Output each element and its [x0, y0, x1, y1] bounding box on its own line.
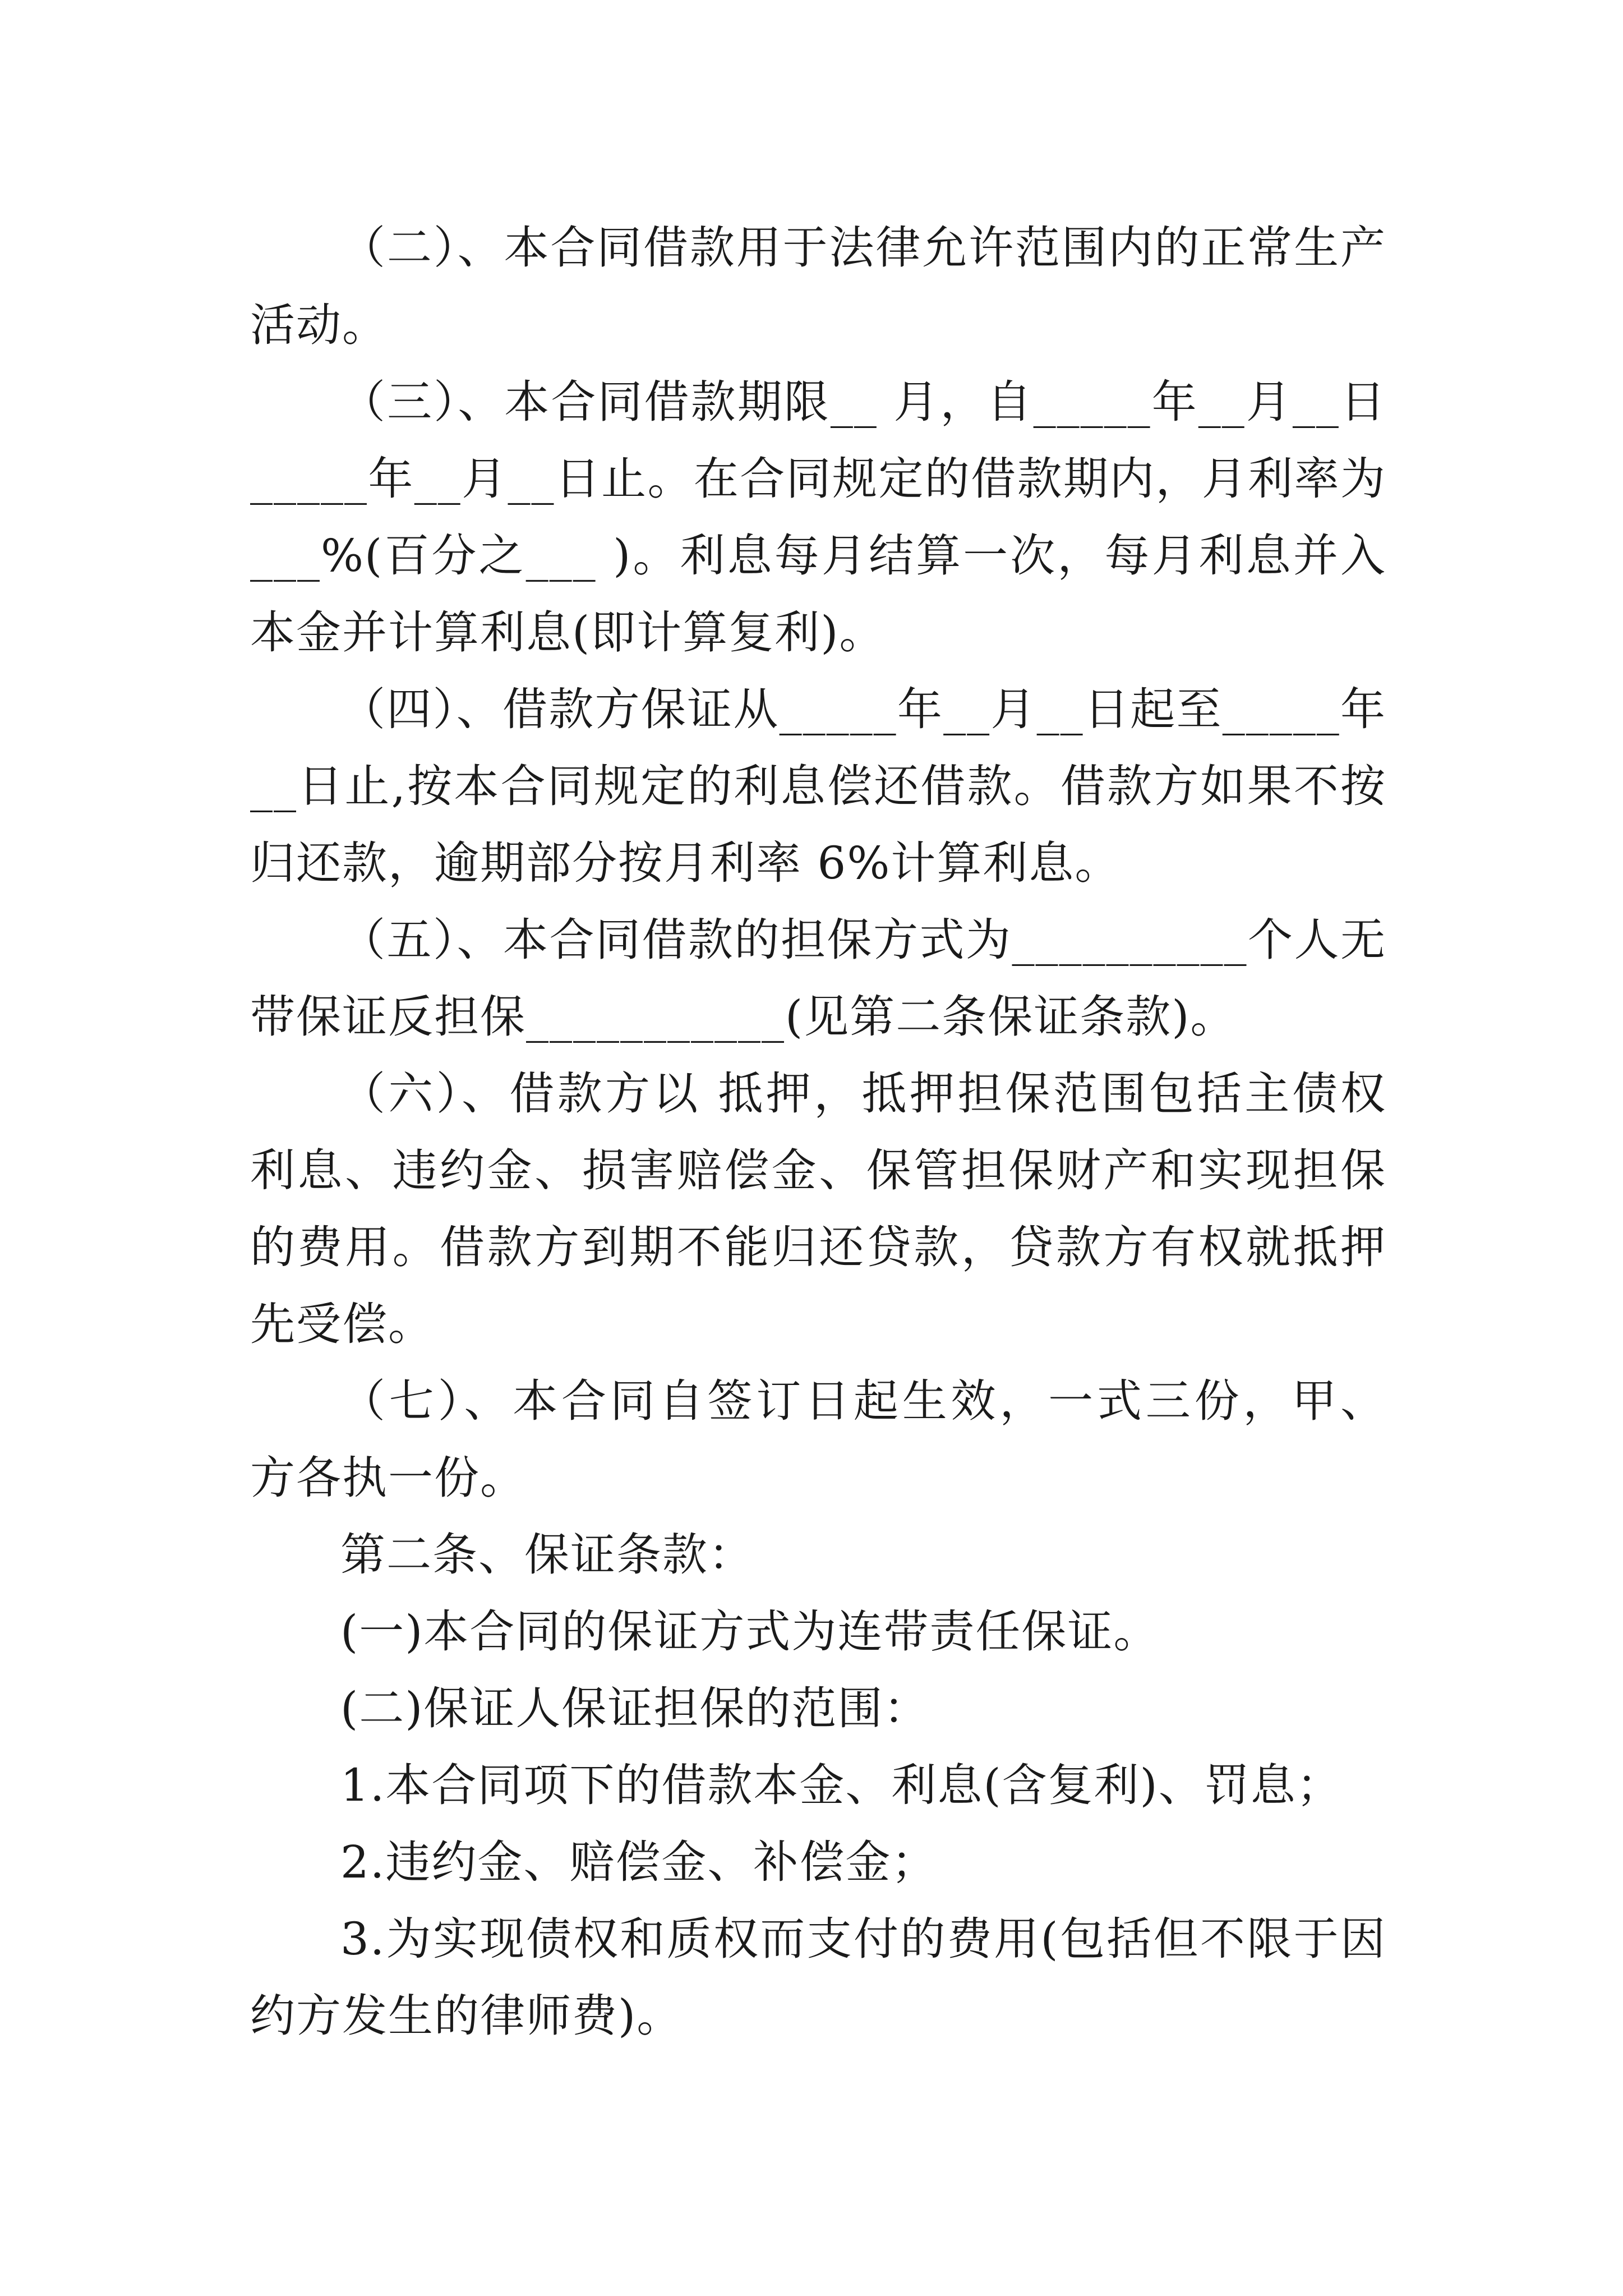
paragraph-line: 的费用。借款方到期不能归还贷款，贷款方有权就抵押	[250, 1221, 1386, 1273]
document-body	[250, 209, 1386, 2054]
list-item: 1.本合同项下的借款本金、利息(含复利)、罚息；	[340, 1759, 1343, 1811]
paragraph-line: ___%(百分之___ )。利息每月结算一次，每月利息并入	[250, 530, 1386, 582]
paragraph-line: 带保证反担保___________(见第二条保证条款)。	[250, 991, 1237, 1043]
paragraph-line: 利息、违约金、损害赔偿金、保管担保财产和实现担保	[250, 1144, 1386, 1197]
paragraph-line: __日止,按本合同规定的利息偿还借款。借款方如果不按	[250, 760, 1386, 812]
paragraph-line: （五）、本合同借款的担保方式为__________个人无	[340, 914, 1386, 966]
paragraph-line: （二）、本合同借款用于法律允许范围内的正常生产	[340, 222, 1386, 274]
paragraph-line: （六）、借款方以 抵押，抵押担保范围包括主债权	[340, 1068, 1386, 1120]
list-item: 2.违约金、赔偿金、补偿金；	[340, 1836, 938, 1888]
section-heading: 第二条、保证条款：	[340, 1529, 754, 1581]
paragraph-line: 活动。	[250, 299, 388, 351]
paragraph-line: (一)本合同的保证方式为连带责任保证。	[340, 1605, 1160, 1658]
paragraph-line: 先受偿。	[250, 1298, 434, 1350]
paragraph-line: （七）、本合同自签订日起生效，一式三份，甲、	[340, 1375, 1386, 1427]
list-item: 3.为实现债权和质权而支付的费用(包括但不限于因	[340, 1913, 1386, 1965]
paragraph-line: 本金并计算利息(即计算复利)。	[250, 606, 886, 659]
paragraph-line: (二)保证人保证担保的范围：	[340, 1682, 930, 1734]
paragraph-line: 约方发生的律师费)。	[250, 1990, 683, 2042]
paragraph-line: 归还款，逾期部分按月利率 6%计算利息。	[250, 837, 1121, 889]
paragraph-line: （四）、借款方保证从_____年__月__日起至_____年	[340, 683, 1386, 735]
paragraph-line: 方各执一份。	[250, 1452, 526, 1504]
paragraph-line: （三）、本合同借款期限__ 月，自_____年__月__日	[340, 376, 1386, 428]
paragraph-line: _____年__月__日止。在合同规定的借款期内，月利率为	[250, 453, 1386, 505]
